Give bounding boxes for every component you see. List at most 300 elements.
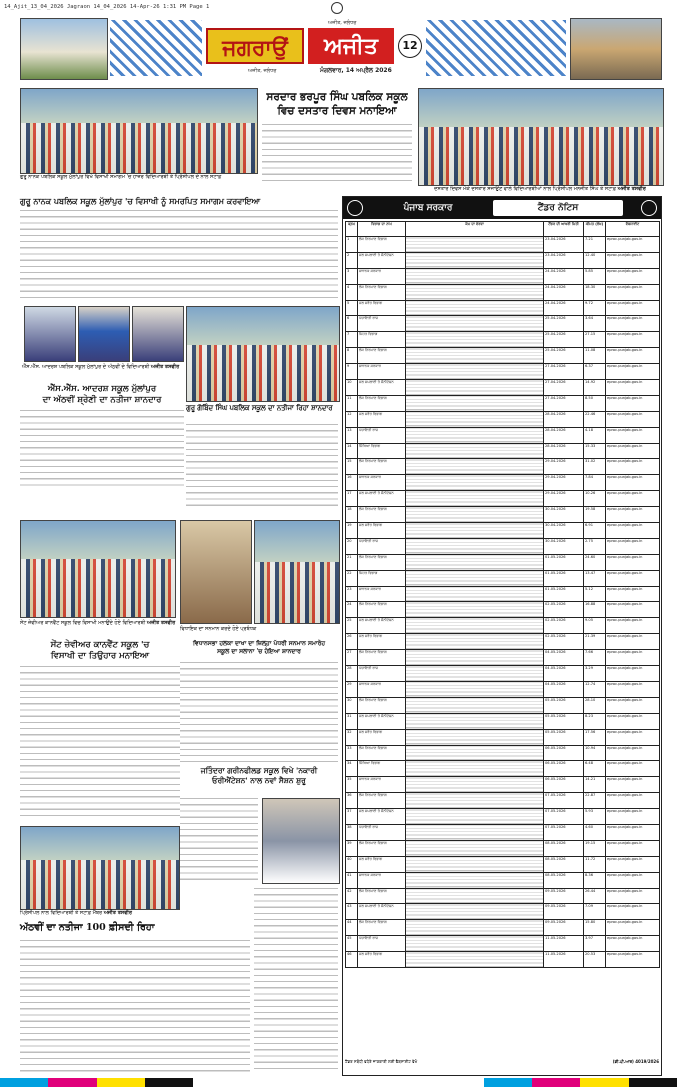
tender-cell-number: 34	[346, 761, 358, 777]
tender-cell-date: 09.05.2026	[544, 888, 584, 904]
table-row	[346, 745, 660, 761]
tender-footer-note: ਟੈਂਡਰ ਸਬੰਧੀ ਵਧੇਰੇ ਜਾਣਕਾਰੀ ਲਈ ਵੈਬਸਾਈਟ ਵੇਖੋ	[345, 1059, 418, 1064]
table-row	[346, 316, 660, 332]
tender-cell-description	[406, 348, 544, 364]
table-row	[346, 380, 660, 396]
tender-cell-description	[406, 840, 544, 856]
tender-cell-amount: 5.12	[584, 586, 606, 602]
tender-cell-number: 23	[346, 586, 358, 602]
tender-cell-date: 07.05.2026	[544, 793, 584, 809]
tender-cell-department: ਲੋਕ ਨਿਰਮਾਣ ਵਿਭਾਗ	[358, 888, 406, 904]
story3-caption-text: ਐੱਸ.ਐੱਸ. ਆਦਰਸ਼ ਪਬਲਿਕ ਸਕੂਲ ਮੁੱਲਾਂਪੁਰ ਦੇ ਅੱਠਵੀਂ ਦੇ ਵਿਦਿਆਰਥੀ	[22, 364, 150, 370]
tender-cell-date: 29.04.2026	[544, 491, 584, 507]
tender-cell-department: ਲੋਕ ਨਿਰਮਾਣ ਵਿਭਾਗ	[358, 284, 406, 300]
tender-cell-description	[406, 904, 544, 920]
tender-cell-date: 25.04.2026	[544, 348, 584, 364]
tender-cell-amount: 10.94	[584, 745, 606, 761]
story6-headline-line1: ਵਿਧਾਨਸਭਾ ਹਲਕਾ ਦਾਖਾ ਦਾ ਜ਼ਿਲ੍ਹਾ ਪੱਧਰੀ ਸਨਮਾਨ ਸਮਾਰੋਹ	[192, 640, 326, 647]
tender-cell-number: 21	[346, 554, 358, 570]
tender-cell-date: 30.04.2026	[544, 507, 584, 523]
tender-cell-description	[406, 395, 544, 411]
story1-photo	[418, 88, 664, 186]
tender-cell-description	[406, 824, 544, 840]
tender-cell-date: 24.04.2026	[544, 268, 584, 284]
tender-cell-description	[406, 364, 544, 380]
tender-cell-website: eproc.punjab.gov.in	[606, 586, 660, 602]
tender-cell-number: 31	[346, 713, 358, 729]
tender-cell-amount: 5.93	[584, 809, 606, 825]
tender-cell-date: 29.04.2026	[544, 459, 584, 475]
tender-cell-description	[406, 554, 544, 570]
tender-col-header: ਕ੍ਰਮ	[346, 222, 358, 237]
table-row	[346, 761, 660, 777]
tender-cell-amount: 5.85	[584, 268, 606, 284]
story8-headline	[180, 766, 338, 786]
table-row	[346, 570, 660, 586]
story8-headline-line2: ਓਰੀਐਂਟੇਸ਼ਨ' ਨਾਲ ਨਵਾਂ ਸੈਸ਼ਨ ਸ਼ੁਰੂ	[212, 776, 306, 785]
table-row	[346, 936, 660, 952]
tender-cell-number: 43	[346, 904, 358, 920]
tender-col-header: ਵਿਭਾਗ ਦਾ ਨਾਮ	[358, 222, 406, 237]
tender-cell-amount: 3.97	[584, 936, 606, 952]
tender-cell-number: 24	[346, 602, 358, 618]
tender-cell-number: 22	[346, 570, 358, 586]
table-row	[346, 523, 660, 539]
story6-headline-line2: ਸਕੂਲ ਦਾ ਸਲਾਨਾ 'ਚ ਹੋਇਆ ਸ਼ਾਨਦਾਰ	[217, 648, 301, 655]
tender-cell-amount: 11.72	[584, 856, 606, 872]
tender-cell-number: 3	[346, 268, 358, 284]
tender-cell-number: 15	[346, 459, 358, 475]
story5-headline-line2: ਵਿਸਾਖੀ ਦਾ ਤਿਉਹਾਰ ਮਨਾਇਆ	[50, 651, 150, 661]
tender-cell-department: ਲੋਕ ਨਿਰਮਾਣ ਵਿਭਾਗ	[358, 507, 406, 523]
print-color-bar	[0, 1078, 677, 1087]
masthead	[20, 18, 660, 80]
tender-cell-description	[406, 459, 544, 475]
table-row	[346, 364, 660, 380]
tender-cell-description	[406, 920, 544, 936]
story8-body-left	[180, 798, 258, 882]
tender-cell-department: ਸਥਾਨਕ ਸਰਕਾਰ	[358, 364, 406, 380]
tender-cell-website: eproc.punjab.gov.in	[606, 411, 660, 427]
tender-cell-department: ਪੰਚਾਇਤੀ ਰਾਜ	[358, 666, 406, 682]
masthead-left-photo	[20, 18, 108, 80]
tender-notice	[342, 196, 662, 1076]
tender-cell-department: ਜਲ ਸਰੋਤ ਵਿਭਾਗ	[358, 729, 406, 745]
tender-cell-website: eproc.punjab.gov.in	[606, 904, 660, 920]
color-swatch	[0, 1078, 48, 1087]
tender-cell-date: 01.05.2026	[544, 570, 584, 586]
tender-cell-department: ਲੋਕ ਨਿਰਮਾਣ ਵਿਭਾਗ	[358, 840, 406, 856]
tender-cell-website: eproc.punjab.gov.in	[606, 634, 660, 650]
tender-cell-number: 35	[346, 777, 358, 793]
tender-cell-amount: 7.21	[584, 237, 606, 253]
tender-cell-amount: 14.21	[584, 777, 606, 793]
tender-cell-number: 7	[346, 332, 358, 348]
tender-cell-department: ਜਲ ਸਰੋਤ ਵਿਭਾਗ	[358, 856, 406, 872]
table-row	[346, 491, 660, 507]
tender-cell-description	[406, 745, 544, 761]
table-row	[346, 427, 660, 443]
table-row	[346, 634, 660, 650]
tender-cell-number: 29	[346, 681, 358, 697]
tender-cell-description	[406, 570, 544, 586]
story5-body	[20, 666, 180, 820]
tender-cell-date: 02.05.2026	[544, 634, 584, 650]
color-swatch	[532, 1078, 580, 1087]
tender-cell-description	[406, 618, 544, 634]
tender-cell-description	[406, 268, 544, 284]
tender-cell-amount: 8.23	[584, 713, 606, 729]
tender-cell-number: 44	[346, 920, 358, 936]
tender-cell-department: ਜਲ ਸਰੋਤ ਵਿਭਾਗ	[358, 411, 406, 427]
story3-portrait-2	[78, 306, 130, 362]
table-row	[346, 332, 660, 348]
story4-photo	[186, 306, 340, 402]
tender-cell-website: eproc.punjab.gov.in	[606, 952, 660, 968]
tender-cell-department: ਲੋਕ ਨਿਰਮਾਣ ਵਿਭਾਗ	[358, 554, 406, 570]
table-row	[346, 650, 660, 666]
tender-cell-description	[406, 586, 544, 602]
tender-cell-number: 4	[346, 284, 358, 300]
story7-caption-text: ਪ੍ਰਿੰਸੀਪਲ ਨਾਲ ਵਿਦਿਆਰਥੀ ਤੇ ਸਟਾਫ਼ ਮੈਂਬਰ	[20, 910, 103, 916]
tender-cell-website: eproc.punjab.gov.in	[606, 697, 660, 713]
tender-cell-number: 33	[346, 745, 358, 761]
table-row	[346, 618, 660, 634]
tender-cell-department: ਸਥਾਨਕ ਸਰਕਾਰ	[358, 681, 406, 697]
tender-cell-amount: 3.29	[584, 666, 606, 682]
tender-cell-website: eproc.punjab.gov.in	[606, 538, 660, 554]
tender-cell-amount: 17.56	[584, 729, 606, 745]
tender-cell-department: ਸਥਾਨਕ ਸਰਕਾਰ	[358, 872, 406, 888]
tender-cell-website: eproc.punjab.gov.in	[606, 809, 660, 825]
tender-cell-date: 27.04.2026	[544, 380, 584, 396]
tender-cell-department: ਲੋਕ ਨਿਰਮਾਣ ਵਿਭਾਗ	[358, 920, 406, 936]
tender-cell-amount: 28.10	[584, 697, 606, 713]
tender-cell-amount: 16.88	[584, 602, 606, 618]
table-row	[346, 395, 660, 411]
tender-cell-website: eproc.punjab.gov.in	[606, 824, 660, 840]
tender-table-wrap	[345, 221, 659, 968]
story8-headline-line1: ਜਤਿੰਦਰਾ ਗਰੀਨਫੀਲਡ ਸਕੂਲ ਵਿਖੇ 'ਨਕਾਰੀ	[200, 766, 318, 775]
tender-cell-description	[406, 936, 544, 952]
masthead-logo-ajit: ਅਜੀਤ	[308, 28, 394, 64]
table-row	[346, 729, 660, 745]
story2-caption: ਗੁਰੂ ਨਾਨਕ ਪਬਲਿਕ ਸਕੂਲ ਮੁੱਲਾਂਪੁਰ ਵਿਖੇ ਵਿਸਾਖੀ ਸਮਾਗਮ 'ਚ ਹਾਜ਼ਰ ਵਿਦਿਆਰਥੀ ਤੇ ਪ੍ਰਿੰਸੀਪਲ ਦੇ ਨਾਲ ਸਟਾਫ਼	[20, 174, 222, 180]
tender-cell-amount: 18.30	[584, 284, 606, 300]
tender-cell-date: 05.05.2026	[544, 729, 584, 745]
table-row	[346, 809, 660, 825]
tender-cell-date: 29.04.2026	[544, 475, 584, 491]
story1-body	[262, 124, 412, 184]
tender-cell-amount: 3.64	[584, 316, 606, 332]
tender-cell-amount: 6.91	[584, 523, 606, 539]
tender-cell-number: 38	[346, 824, 358, 840]
tender-cell-department: ਪੰਚਾਇਤੀ ਰਾਜ	[358, 936, 406, 952]
tender-cell-department: ਸਿੱਖਿਆ ਵਿਭਾਗ	[358, 443, 406, 459]
color-swatch	[48, 1078, 96, 1087]
tender-cell-department: ਪੰਚਾਇਤੀ ਰਾਜ	[358, 824, 406, 840]
tender-cell-website: eproc.punjab.gov.in	[606, 888, 660, 904]
table-row	[346, 920, 660, 936]
tender-cell-date: 09.05.2026	[544, 920, 584, 936]
tender-cell-amount: 8.50	[584, 395, 606, 411]
tender-cell-department: ਲੋਕ ਨਿਰਮਾਣ ਵਿਭਾਗ	[358, 395, 406, 411]
table-row	[346, 237, 660, 253]
tender-cell-date: 25.04.2026	[544, 332, 584, 348]
table-row	[346, 348, 660, 364]
story3-headline	[20, 384, 184, 406]
tender-cell-description	[406, 475, 544, 491]
tender-cell-number: 45	[346, 936, 358, 952]
story3-caption	[22, 364, 182, 371]
tender-cell-amount: 11.08	[584, 348, 606, 364]
tender-cell-description	[406, 491, 544, 507]
punjab-emblem-icon-right	[641, 200, 657, 216]
color-swatch	[484, 1078, 532, 1087]
table-row	[346, 300, 660, 316]
story3-headline-line2: ਦਾ ਅੱਠਵੀਂ ਸ਼੍ਰੇਣੀ ਦਾ ਨਤੀਜਾ ਸ਼ਾਨਦਾਰ	[42, 395, 162, 405]
tender-cell-department: ਜਲ ਸਪਲਾਈ ਤੇ ਸੈਨੀਟੇਸ਼ਨ	[358, 904, 406, 920]
tender-cell-website: eproc.punjab.gov.in	[606, 459, 660, 475]
tender-cell-department: ਪੰਚਾਇਤੀ ਰਾਜ	[358, 427, 406, 443]
tender-cell-description	[406, 332, 544, 348]
tender-cell-amount: 20.53	[584, 952, 606, 968]
tender-cell-description	[406, 888, 544, 904]
tender-cell-number: 36	[346, 793, 358, 809]
tender-cell-department: ਲੋਕ ਨਿਰਮਾਣ ਵਿਭਾਗ	[358, 793, 406, 809]
tender-cell-number: 39	[346, 840, 358, 856]
story4-headline: ਗੁਰੂ ਗੋਬਿੰਦ ਸਿੰਘ ਪਬਲਿਕ ਸਕੂਲ ਦਾ ਨਤੀਜਾ ਰਿਹਾ ਸ਼ਾਨਦਾਰ	[186, 404, 333, 412]
color-swatch	[580, 1078, 628, 1087]
tender-cell-number: 42	[346, 888, 358, 904]
tender-cell-amount: 12.74	[584, 681, 606, 697]
tender-cell-number: 46	[346, 952, 358, 968]
story1-caption	[418, 186, 662, 193]
masthead-date: ਮੰਗਲਵਾਰ, 14 ਅਪ੍ਰੈਲ 2026	[320, 67, 392, 74]
tender-cell-department: ਸਥਾਨਕ ਸਰਕਾਰ	[358, 268, 406, 284]
tender-cell-description	[406, 650, 544, 666]
tender-cell-number: 28	[346, 666, 358, 682]
tender-cell-website: eproc.punjab.gov.in	[606, 745, 660, 761]
tender-cell-department: ਲੋਕ ਨਿਰਮਾਣ ਵਿਭਾਗ	[358, 745, 406, 761]
tender-table	[345, 221, 660, 968]
tender-cell-description	[406, 856, 544, 872]
tender-cell-website: eproc.punjab.gov.in	[606, 316, 660, 332]
tender-cell-number: 17	[346, 491, 358, 507]
tender-cell-number: 40	[346, 856, 358, 872]
tender-cell-amount: 19.15	[584, 840, 606, 856]
table-row	[346, 602, 660, 618]
tender-cell-date: 28.04.2026	[544, 443, 584, 459]
tender-cell-date: 08.05.2026	[544, 856, 584, 872]
tender-cell-number: 14	[346, 443, 358, 459]
tender-cell-website: eproc.punjab.gov.in	[606, 507, 660, 523]
tender-cell-description	[406, 316, 544, 332]
tender-cell-number: 41	[346, 872, 358, 888]
tender-cell-department: ਜਲ ਸਪਲਾਈ ਤੇ ਸੈਨੀਟੇਸ਼ਨ	[358, 809, 406, 825]
tender-cell-date: 24.04.2026	[544, 284, 584, 300]
tender-cell-number: 30	[346, 697, 358, 713]
story6-body	[180, 662, 338, 762]
tender-cell-website: eproc.punjab.gov.in	[606, 856, 660, 872]
story6-photo-1	[180, 520, 252, 624]
tender-cell-website: eproc.punjab.gov.in	[606, 713, 660, 729]
table-row	[346, 904, 660, 920]
tender-cell-date: 27.04.2026	[544, 395, 584, 411]
tender-cell-department: ਲੋਕ ਨਿਰਮਾਣ ਵਿਭਾਗ	[358, 602, 406, 618]
story2-body	[20, 210, 338, 302]
tender-cell-date: 30.04.2026	[544, 523, 584, 539]
tender-cell-date: 07.05.2026	[544, 809, 584, 825]
tender-cell-website: eproc.punjab.gov.in	[606, 475, 660, 491]
tender-cell-amount: 14.92	[584, 380, 606, 396]
masthead-tag-bottom: ਅਜੀਤ, ਜਲੰਧਰ	[248, 68, 277, 74]
tender-cell-website: eproc.punjab.gov.in	[606, 284, 660, 300]
tender-cell-department: ਸਿਹਤ ਵਿਭਾਗ	[358, 332, 406, 348]
tender-cell-date: 23.04.2026	[544, 237, 584, 253]
story7-headline: ਅੱਠਵੀਂ ਦਾ ਨਤੀਜਾ 100 ਫ਼ੀਸਦੀ ਰਿਹਾ	[20, 922, 155, 933]
tender-cell-number: 32	[346, 729, 358, 745]
tender-cell-number: 25	[346, 618, 358, 634]
tender-cell-department: ਸਥਾਨਕ ਸਰਕਾਰ	[358, 586, 406, 602]
tender-cell-website: eproc.punjab.gov.in	[606, 840, 660, 856]
registration-mark	[331, 2, 343, 14]
story3-headline-line1: ਐੱਸ.ਐੱਸ. ਆਦਰਸ਼ ਸਕੂਲ ਮੁੱਲਾਂਪੁਰ	[47, 384, 157, 394]
tender-cell-department: ਸਿਹਤ ਵਿਭਾਗ	[358, 570, 406, 586]
tender-cell-date: 01.05.2026	[544, 554, 584, 570]
story1-headline	[262, 90, 412, 118]
tender-cell-amount: 4.60	[584, 824, 606, 840]
story5-caption	[20, 620, 180, 627]
tender-cell-date: 30.04.2026	[544, 538, 584, 554]
tender-cell-date: 06.05.2026	[544, 777, 584, 793]
tender-cell-description	[406, 284, 544, 300]
tender-cell-website: eproc.punjab.gov.in	[606, 300, 660, 316]
tender-cell-date: 04.05.2026	[544, 650, 584, 666]
table-row	[346, 713, 660, 729]
tender-cell-department: ਜਲ ਸਪਲਾਈ ਤੇ ਸੈਨੀਟੇਸ਼ਨ	[358, 713, 406, 729]
tender-cell-number: 2	[346, 252, 358, 268]
tender-cell-amount: 7.09	[584, 904, 606, 920]
tender-cell-date: 04.05.2026	[544, 666, 584, 682]
table-row	[346, 475, 660, 491]
tender-cell-number: 6	[346, 316, 358, 332]
table-row	[346, 586, 660, 602]
tender-cell-amount: 2.75	[584, 538, 606, 554]
tender-cell-website: eproc.punjab.gov.in	[606, 650, 660, 666]
tender-cell-description	[406, 872, 544, 888]
tender-cell-description	[406, 666, 544, 682]
story7-body	[20, 940, 250, 1074]
tender-table-body	[346, 237, 660, 968]
story8-body-bottom	[254, 888, 338, 1074]
tender-cell-amount: 19.58	[584, 507, 606, 523]
tender-cell-number: 27	[346, 650, 358, 666]
table-row	[346, 697, 660, 713]
tender-notice-title: ਟੈਂਡਰ ਨੋਟਿਸ	[493, 200, 623, 216]
tender-cell-department: ਜਲ ਸਪਲਾਈ ਤੇ ਸੈਨੀਟੇਸ਼ਨ	[358, 618, 406, 634]
tender-col-header: ਕੀਮਤ (ਲੱਖ)	[584, 222, 606, 237]
tender-cell-website: eproc.punjab.gov.in	[606, 427, 660, 443]
tender-cell-website: eproc.punjab.gov.in	[606, 348, 660, 364]
tender-cell-website: eproc.punjab.gov.in	[606, 237, 660, 253]
tender-cell-amount: 12.40	[584, 252, 606, 268]
masthead-right-photo	[570, 18, 662, 80]
tender-cell-amount: 8.36	[584, 872, 606, 888]
tender-cell-date: 07.05.2026	[544, 824, 584, 840]
tender-cell-amount: 31.02	[584, 459, 606, 475]
color-swatch	[145, 1078, 193, 1087]
tender-cell-number: 11	[346, 395, 358, 411]
tender-cell-department: ਸਿੱਖਿਆ ਵਿਭਾਗ	[358, 761, 406, 777]
tender-cell-department: ਲੋਕ ਨਿਰਮਾਣ ਵਿਭਾਗ	[358, 348, 406, 364]
story7-caption	[20, 910, 178, 917]
tender-cell-website: eproc.punjab.gov.in	[606, 777, 660, 793]
story1-headline-line1: ਸਰਦਾਰ ਭਰਪੂਰ ਸਿੰਘ ਪਬਲਿਕ ਸਕੂਲ	[266, 91, 408, 103]
tender-cell-website: eproc.punjab.gov.in	[606, 920, 660, 936]
tender-cell-description	[406, 761, 544, 777]
tender-cell-description	[406, 634, 544, 650]
tender-cell-website: eproc.punjab.gov.in	[606, 395, 660, 411]
table-row	[346, 538, 660, 554]
tender-cell-website: eproc.punjab.gov.in	[606, 268, 660, 284]
story5-headline-line1: ਸੇਂਟ ਜ਼ੇਵੀਅਰ ਕਾਨਵੈਂਟ ਸਕੂਲ 'ਚ	[50, 640, 150, 650]
story5-photo-credit: ਅਜੀਤ ਤਸਵੀਰ	[146, 620, 176, 626]
tender-cell-date: 01.05.2026	[544, 586, 584, 602]
story6-photo-2	[254, 520, 340, 624]
masthead-left-pattern	[110, 20, 202, 76]
tender-cell-date: 24.04.2026	[544, 300, 584, 316]
tender-cell-number: 26	[346, 634, 358, 650]
table-row	[346, 681, 660, 697]
tender-cell-date: 11.05.2026	[544, 952, 584, 968]
story2-headline: ਗੁਰੂ ਨਾਨਕ ਪਬਲਿਕ ਸਕੂਲ ਮੁੱਲਾਂਪੁਰ 'ਚ ਵਿਸਾਖੀ ਨੂੰ ਸਮਰਪਿਤ ਸਮਾਗਮ ਕਰਵਾਇਆ	[20, 196, 261, 206]
story8-portrait	[262, 798, 340, 884]
table-row	[346, 554, 660, 570]
table-row	[346, 793, 660, 809]
tender-cell-number: 8	[346, 348, 358, 364]
story3-photo-credit: ਅਜੀਤ ਤਸਵੀਰ	[150, 364, 180, 370]
tender-cell-number: 37	[346, 809, 358, 825]
story1-headline-line2: ਵਿਚ ਦਸਤਾਰ ਦਿਵਸ ਮਨਾਇਆ	[277, 105, 397, 117]
tender-cell-date: 04.05.2026	[544, 681, 584, 697]
tender-cell-description	[406, 793, 544, 809]
table-row	[346, 666, 660, 682]
tender-cell-website: eproc.punjab.gov.in	[606, 793, 660, 809]
tender-cell-amount: 21.39	[584, 634, 606, 650]
tender-cell-date: 02.05.2026	[544, 618, 584, 634]
tender-cell-description	[406, 380, 544, 396]
tender-cell-date: 28.04.2026	[544, 411, 584, 427]
tender-cell-amount: 10.26	[584, 491, 606, 507]
tender-cell-date: 06.05.2026	[544, 745, 584, 761]
tender-cell-date: 28.04.2026	[544, 427, 584, 443]
tender-cell-department: ਲੋਕ ਨਿਰਮਾਣ ਵਿਭਾਗ	[358, 237, 406, 253]
tender-cell-department: ਜਲ ਸਪਲਾਈ ਤੇ ਸੈਨੀਟੇਸ਼ਨ	[358, 491, 406, 507]
tender-col-header: ਕੰਮ ਦਾ ਵੇਰਵਾ	[406, 222, 544, 237]
tender-cell-department: ਲੋਕ ਨਿਰਮਾਣ ਵਿਭਾਗ	[358, 650, 406, 666]
tender-footer-code: (ਡੀ.ਪੀ.ਆਰ) 4019/2026	[612, 1059, 659, 1064]
tender-cell-department: ਸਥਾਨਕ ਸਰਕਾਰ	[358, 475, 406, 491]
tender-cell-date: 11.05.2026	[544, 936, 584, 952]
tender-cell-number: 1	[346, 237, 358, 253]
story2-photo	[20, 88, 258, 174]
tender-cell-description	[406, 252, 544, 268]
masthead-logo-jagraon: ਜਗਰਾਉਂ	[206, 28, 304, 64]
tender-cell-amount: 27.15	[584, 332, 606, 348]
tender-cell-department: ਜਲ ਸਪਲਾਈ ਤੇ ਸੈਨੀਟੇਸ਼ਨ	[358, 380, 406, 396]
tender-cell-date: 23.04.2026	[544, 252, 584, 268]
